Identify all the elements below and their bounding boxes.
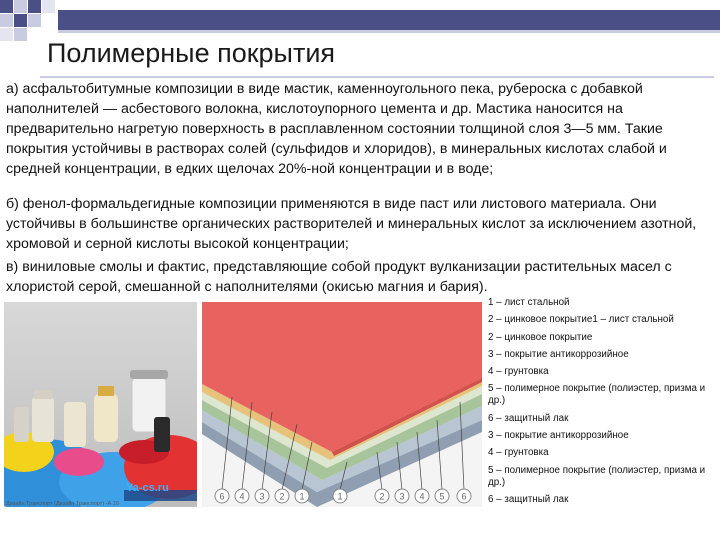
diagram-marker-label: 1 <box>337 491 343 502</box>
diagram-marker-label: 5 <box>439 491 445 502</box>
diagram-marker-label: 6 <box>461 491 467 502</box>
legend-item: 6 – защитный лак <box>488 412 569 424</box>
header-bar-accent <box>58 30 720 33</box>
diagram-marker-label: 4 <box>419 491 425 502</box>
diagram-marker-label: 2 <box>279 491 285 502</box>
legend-item: 5 – полимерное покрытие (полиэстер, призма и др.) <box>488 383 706 407</box>
legend-item: 4 – грунтовка <box>488 366 549 378</box>
legend-item: 1 – лист стальной <box>488 297 570 308</box>
legend-item: 6 – защитный лак <box>488 493 569 505</box>
legend-item: 2 – цинковое покрытие <box>488 331 593 343</box>
paragraph-c: в) виниловые смолы и фактис, представляющие собой продукт вулканизации растительных масел с хлористой серой, смешанной с наполнителями (окисью магния и бария). <box>6 259 672 295</box>
photo-watermark: Ya-cs.ru <box>126 482 169 494</box>
diagram-marker-label: 6 <box>219 491 225 502</box>
diagram-marker-label: 3 <box>399 491 405 502</box>
legend-item: 3 – покрытие антикоррозийное <box>488 430 629 442</box>
diagram-marker-label: 2 <box>379 491 385 502</box>
page-title: Полимерные покрытия <box>47 38 336 68</box>
layered-coating-diagram <box>202 302 482 507</box>
legend-item: 5 – полимерное покрытие (полиэстер, призма и др.) <box>488 464 706 488</box>
header-bar <box>58 10 720 30</box>
diagram-marker-label: 3 <box>259 491 265 502</box>
paragraph-a: а) асфальтобитумные композиции в виде мастик, каменноугольного пека, рубероска с добавкой наполнителей — асбестового волокна, кислотоупорного цемента и др. Мастика наносится на предварительно нагретую поверхность в расплавленном состоянии толщиной слоя 3—5 мм. Такие покрытия устойчивы в растворах солей (сульфидов и хлоридов), в минеральных кислотах слабой и средней концентрации, в едких щелочах 20%-ной концентрации и в воде; <box>6 81 667 177</box>
title-divider <box>40 76 714 78</box>
paragraph-b: б) фенол-формальдегидные композиции применяются в виде паст или листового материала. Они устойчивы в большинстве органических растворителей и минеральных кислот за исключением азотной, хромовой и серной кислоты высокой концентрации; <box>6 196 697 252</box>
diagram-marker-label: 1 <box>299 491 305 502</box>
layer-legend <box>488 297 716 511</box>
legend-item: 3 – покрытие антикоррозийное <box>488 348 629 360</box>
photo-caption: Дизайн Транспорт (Дизайн Транспорт) -А 10 <box>6 501 119 507</box>
legend-item: 4 – грунтовка <box>488 447 549 459</box>
coating-materials-photo <box>4 302 197 507</box>
diagram-marker-label: 4 <box>239 491 245 502</box>
legend-item: 2 – цинковое покрытие1 – лист стальной <box>488 314 674 326</box>
